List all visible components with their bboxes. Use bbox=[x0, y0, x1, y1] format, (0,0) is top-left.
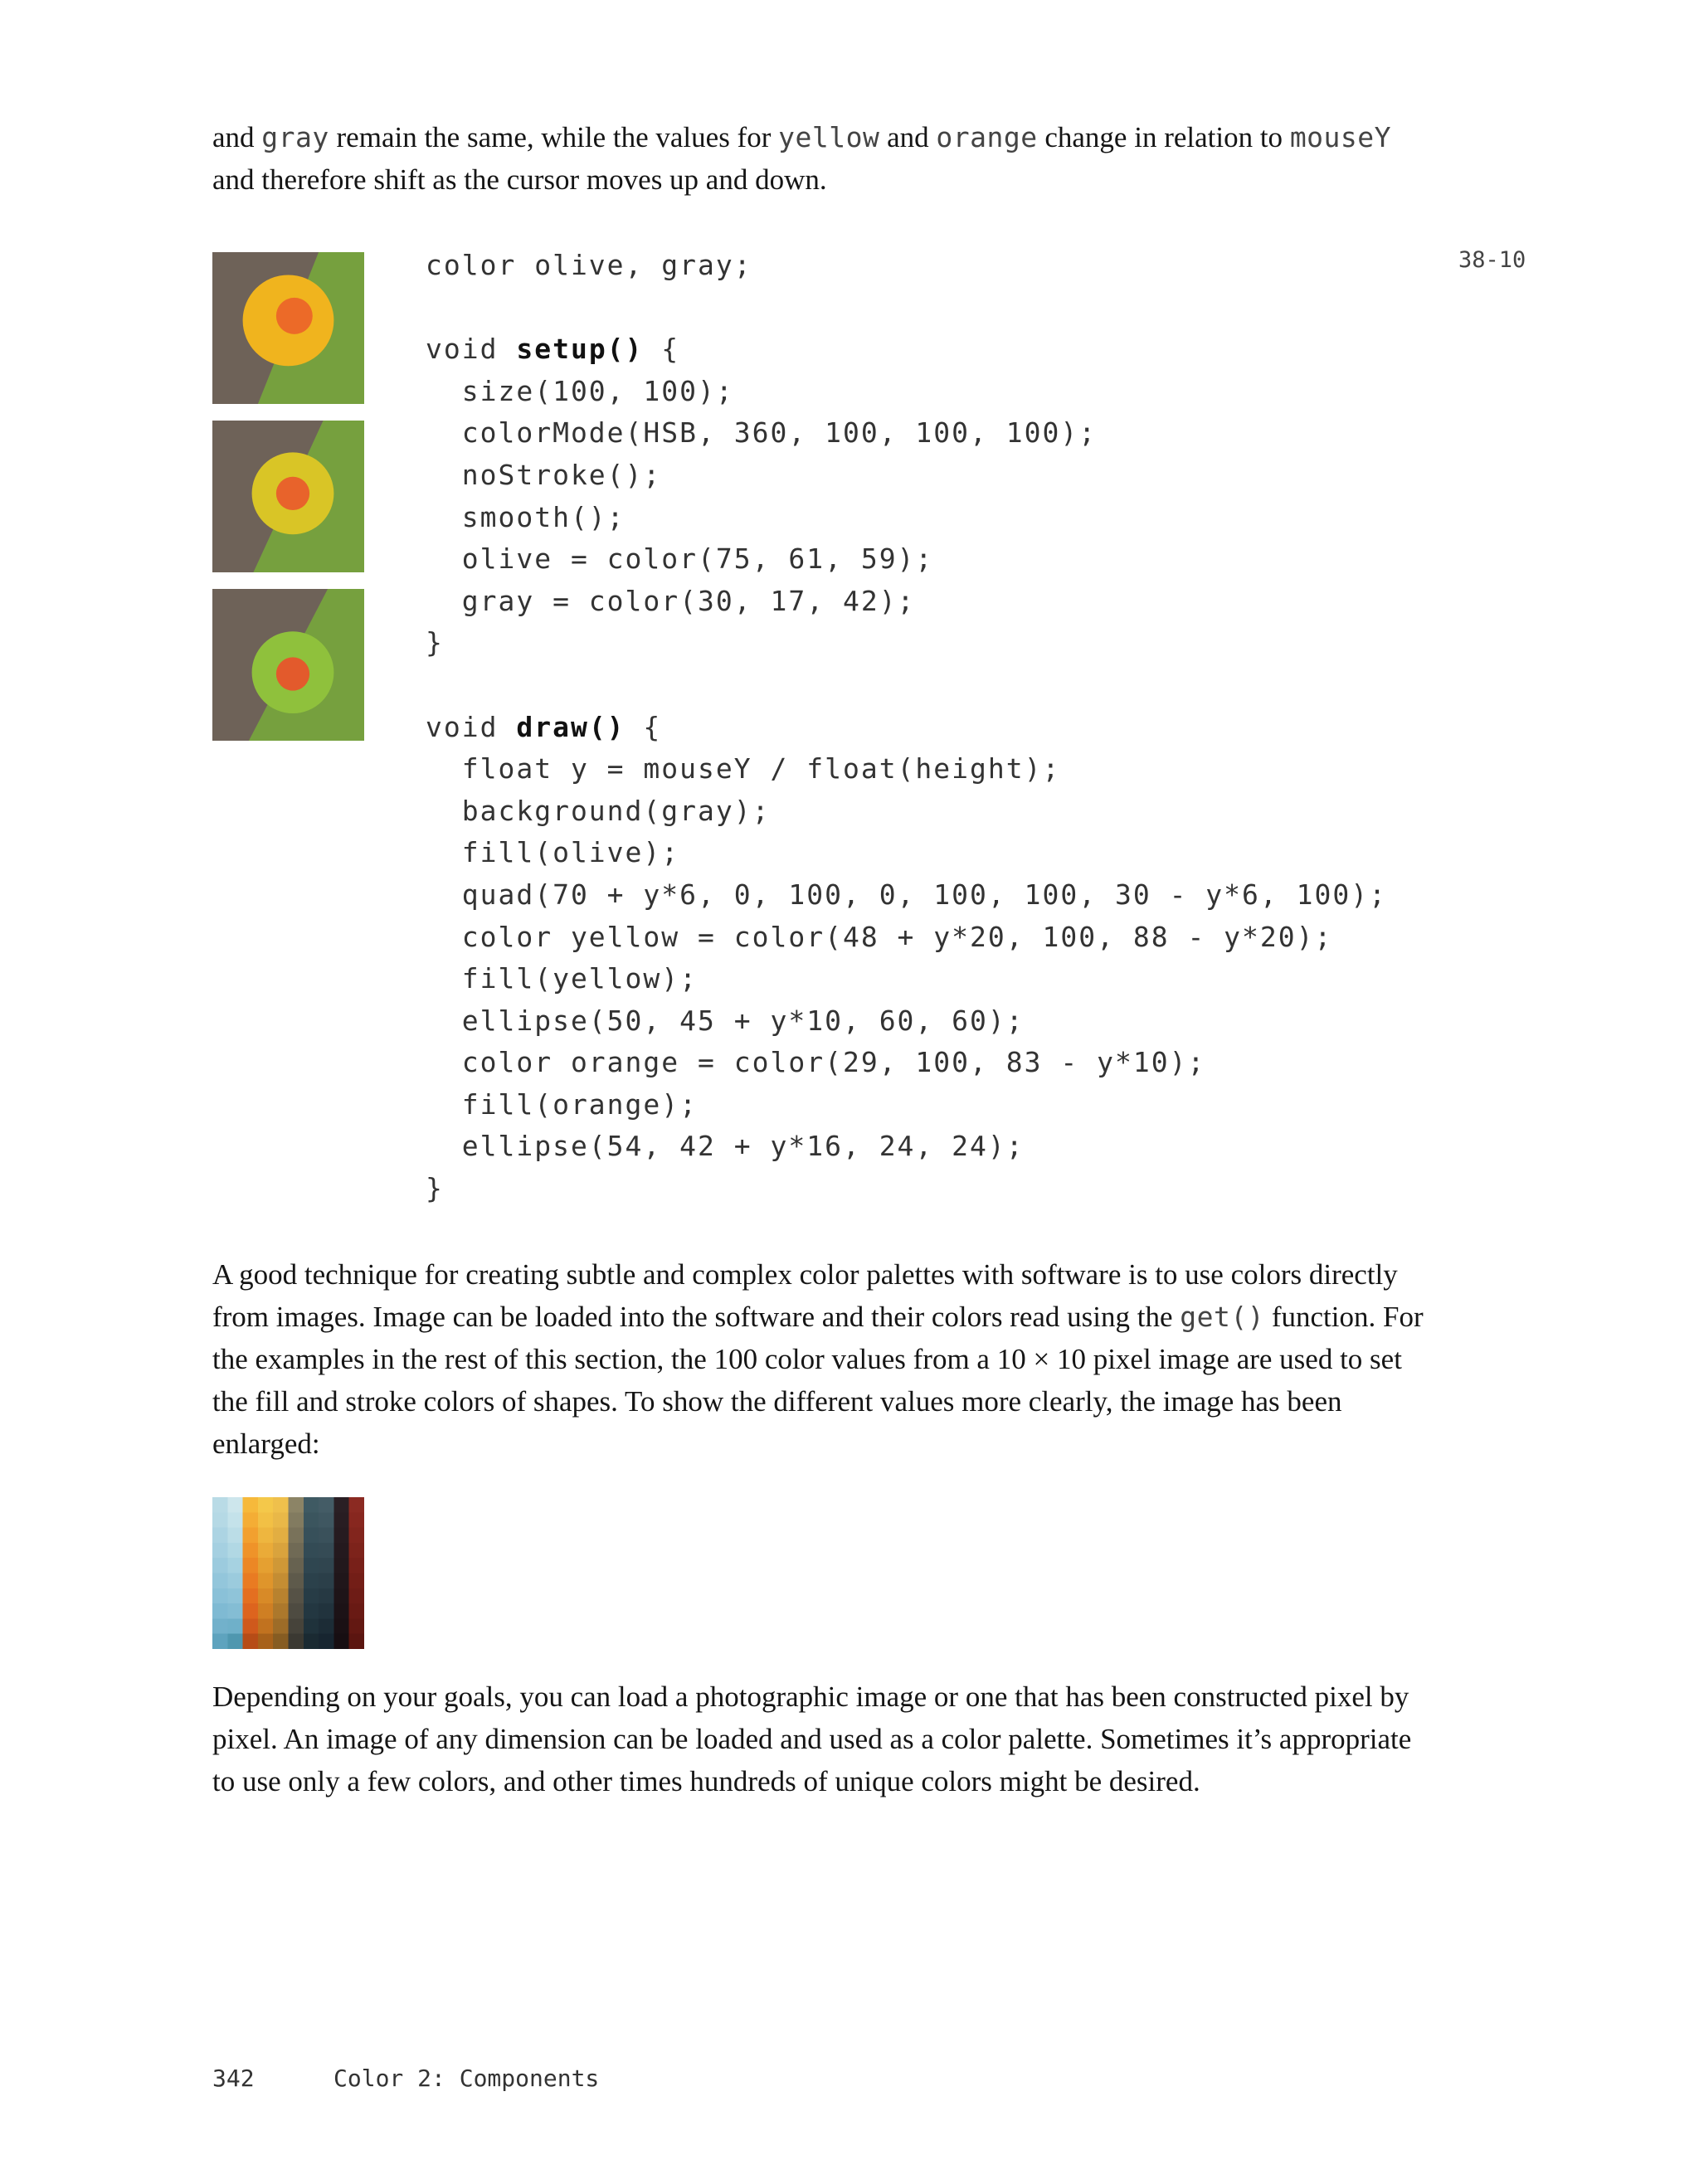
palette-pixel bbox=[304, 1603, 319, 1619]
palette-pixel bbox=[304, 1497, 319, 1513]
palette-pixel bbox=[212, 1543, 228, 1559]
palette-pixel bbox=[243, 1618, 259, 1634]
palette-pixel bbox=[289, 1528, 304, 1544]
code-line bbox=[426, 245, 1387, 287]
palette-pixel bbox=[227, 1528, 243, 1544]
chapter-title: Color 2: Components bbox=[333, 2065, 600, 2092]
code-line bbox=[426, 1168, 1387, 1210]
palette-pixel bbox=[319, 1588, 334, 1604]
palette-pixel bbox=[212, 1618, 228, 1634]
palette-pixel bbox=[212, 1528, 228, 1544]
palette-pixel bbox=[304, 1634, 319, 1649]
palette-pixel bbox=[333, 1512, 349, 1528]
palette-pixel bbox=[319, 1603, 334, 1619]
code-line bbox=[426, 958, 1387, 1000]
palette-pixel bbox=[258, 1512, 274, 1528]
code-text: void bbox=[426, 710, 517, 743]
code-term-get: get() bbox=[1180, 1301, 1265, 1333]
palette-pixel bbox=[349, 1618, 364, 1634]
palette-pixel bbox=[349, 1512, 364, 1528]
palette-pixel bbox=[258, 1543, 274, 1559]
palette-pixel bbox=[273, 1497, 289, 1513]
code-line bbox=[426, 622, 1387, 664]
code-text: } bbox=[426, 1172, 444, 1205]
code-line bbox=[426, 1000, 1387, 1043]
palette-pixel bbox=[227, 1543, 243, 1559]
palette-pixel bbox=[319, 1543, 334, 1559]
palette-pixel bbox=[289, 1497, 304, 1513]
palette-pixel bbox=[273, 1634, 289, 1649]
palette-pixel bbox=[212, 1634, 228, 1649]
palette-pixel bbox=[258, 1574, 274, 1589]
text-run: and bbox=[879, 121, 937, 153]
palette-pixel bbox=[243, 1558, 259, 1574]
code-text: colorMode(HSB, 360, 100, 100, 100); bbox=[426, 416, 1098, 450]
code-text: fill(yellow); bbox=[426, 962, 699, 995]
code-line bbox=[426, 371, 1387, 413]
palette-pixel bbox=[243, 1512, 259, 1528]
palette-pixel bbox=[273, 1618, 289, 1634]
palette-pixel bbox=[304, 1588, 319, 1604]
palette-pixel bbox=[212, 1603, 228, 1619]
palette-pixel bbox=[319, 1528, 334, 1544]
palette-pixel bbox=[227, 1558, 243, 1574]
code-line bbox=[426, 287, 1387, 329]
palette-pixel bbox=[319, 1558, 334, 1574]
code-line bbox=[426, 748, 1387, 790]
palette-pixel bbox=[349, 1574, 364, 1589]
palette-pixel bbox=[243, 1497, 259, 1513]
palette-pixel bbox=[273, 1574, 289, 1589]
code-line bbox=[426, 538, 1387, 581]
code-text: ellipse(50, 45 + y*10, 60, 60); bbox=[426, 1004, 1025, 1037]
palette-usage-paragraph: Depending on your goals, you can load a photographic image or one that has been constructed pixel by pixel. An image of any dimension can be loaded and used as a color palette. Sometimes it’s appropriate to use only a few colors, and other times hundreds of unique colors might be desired. bbox=[212, 1681, 1412, 1797]
palette-pixel bbox=[319, 1618, 334, 1634]
palette-pixel bbox=[243, 1588, 259, 1604]
code-text: color orange = color(29, 100, 83 - y*10); bbox=[426, 1046, 1206, 1079]
code-term-gray: gray bbox=[261, 121, 329, 153]
palette-pixel bbox=[243, 1528, 259, 1544]
code-text: void bbox=[426, 333, 517, 366]
palette-pixel bbox=[227, 1588, 243, 1604]
code-line bbox=[426, 497, 1387, 539]
palette-pixel bbox=[258, 1603, 274, 1619]
palette-pixel bbox=[258, 1558, 274, 1574]
palette-pixel bbox=[273, 1528, 289, 1544]
text-run: change in relation to bbox=[1037, 121, 1290, 153]
palette-pixel bbox=[349, 1634, 364, 1649]
text-run: and therefore shift as the cursor moves up and down. bbox=[212, 163, 827, 196]
code-text: } bbox=[426, 626, 444, 659]
palette-pixel bbox=[333, 1543, 349, 1559]
palette-pixel bbox=[273, 1543, 289, 1559]
palette-pixel bbox=[333, 1574, 349, 1589]
palette-pixel bbox=[227, 1497, 243, 1513]
palette-pixel bbox=[304, 1543, 319, 1559]
code-text: fill(olive); bbox=[426, 836, 680, 869]
example-number: 38-10 bbox=[1458, 247, 1526, 273]
palette-pixel bbox=[349, 1528, 364, 1544]
text-run: remain the same, while the values for bbox=[329, 121, 779, 153]
code-text: fill(orange); bbox=[426, 1087, 699, 1121]
thumbnail-orange-circle bbox=[276, 657, 309, 690]
code-line bbox=[426, 874, 1387, 917]
code-text: color yellow = color(48 + y*20, 100, 88 - y*20); bbox=[426, 920, 1333, 953]
palette-pixel bbox=[273, 1588, 289, 1604]
palette-pixel bbox=[212, 1558, 228, 1574]
palette-pixel bbox=[289, 1588, 304, 1604]
code-text: smooth(); bbox=[426, 500, 626, 533]
example-output-thumbnail-top bbox=[212, 252, 364, 404]
palette-pixel bbox=[333, 1603, 349, 1619]
code-line bbox=[426, 328, 1387, 371]
palette-pixel bbox=[289, 1512, 304, 1528]
code-line bbox=[426, 455, 1387, 497]
code-function-name: setup() bbox=[516, 333, 644, 366]
palette-pixel bbox=[273, 1558, 289, 1574]
code-listing bbox=[426, 245, 1387, 1210]
palette-pixel bbox=[319, 1634, 334, 1649]
code-text: olive = color(75, 61, 59); bbox=[426, 542, 934, 576]
palette-pixel bbox=[212, 1512, 228, 1528]
palette-pixel bbox=[273, 1603, 289, 1619]
palette-pixel bbox=[212, 1497, 228, 1513]
palette-pixel bbox=[289, 1603, 304, 1619]
example-output-thumbnail-bottom bbox=[212, 589, 364, 741]
palette-pixel bbox=[333, 1497, 349, 1513]
code-line bbox=[426, 581, 1387, 623]
code-line bbox=[426, 917, 1387, 959]
palette-pixel bbox=[289, 1634, 304, 1649]
thumbnail-orange-circle bbox=[276, 298, 313, 334]
palette-pixel bbox=[319, 1497, 334, 1513]
palette-pixel bbox=[243, 1634, 259, 1649]
palette-pixel bbox=[333, 1634, 349, 1649]
palette-pixel bbox=[258, 1634, 274, 1649]
palette-pixel bbox=[243, 1603, 259, 1619]
code-line bbox=[426, 412, 1387, 455]
palette-pixel bbox=[258, 1497, 274, 1513]
palette-pixel bbox=[304, 1528, 319, 1544]
code-line bbox=[426, 1084, 1387, 1126]
code-line bbox=[426, 664, 1387, 707]
code-text: noStroke(); bbox=[426, 458, 662, 491]
text-run: A good technique for creating subtle and complex color palettes with software is to use colors directly from images. Image can be loaded into the software and their colors read using the bbox=[212, 1258, 1398, 1333]
palette-pixel bbox=[212, 1588, 228, 1604]
palette-pixel bbox=[289, 1558, 304, 1574]
code-term-orange: orange bbox=[936, 121, 1038, 153]
code-line bbox=[426, 1042, 1387, 1084]
code-text: size(100, 100); bbox=[426, 374, 734, 407]
code-text: background(gray); bbox=[426, 794, 771, 827]
palette-pixel bbox=[319, 1512, 334, 1528]
palette-pixel bbox=[349, 1543, 364, 1559]
palette-pixel bbox=[227, 1574, 243, 1589]
palette-pixel bbox=[304, 1574, 319, 1589]
palette-pixel bbox=[349, 1603, 364, 1619]
palette-pixel bbox=[304, 1618, 319, 1634]
palette-pixel bbox=[349, 1497, 364, 1513]
enlarged-palette-image bbox=[212, 1497, 364, 1649]
thumbnail-orange-circle bbox=[276, 477, 309, 510]
palette-pixel bbox=[289, 1543, 304, 1559]
palette-pixel bbox=[258, 1528, 274, 1544]
code-text: float y = mouseY / float(height); bbox=[426, 752, 1061, 786]
page-number: 342 bbox=[212, 2065, 255, 2092]
palette-pixel bbox=[212, 1574, 228, 1589]
palette-pixel bbox=[319, 1574, 334, 1589]
code-text: gray = color(30, 17, 42); bbox=[426, 584, 916, 617]
code-term-mousey: mouseY bbox=[1289, 121, 1392, 153]
palette-pixel bbox=[227, 1618, 243, 1634]
code-text: { bbox=[625, 710, 662, 743]
palette-pixel bbox=[289, 1574, 304, 1589]
example-output-thumbnail-middle bbox=[212, 421, 364, 572]
palette-pixel bbox=[243, 1574, 259, 1589]
code-line bbox=[426, 832, 1387, 874]
code-text: quad(70 + y*6, 0, 100, 0, 100, 100, 30 - y*6, 100); bbox=[426, 878, 1387, 911]
palette-pixel bbox=[227, 1634, 243, 1649]
palette-pixel bbox=[304, 1558, 319, 1574]
palette-pixel bbox=[333, 1588, 349, 1604]
code-text: { bbox=[643, 333, 680, 366]
text-run: and bbox=[212, 121, 262, 153]
palette-pixel bbox=[349, 1558, 364, 1574]
palette-pixel bbox=[349, 1588, 364, 1604]
palette-pixel bbox=[289, 1618, 304, 1634]
code-text: color olive, gray; bbox=[426, 249, 752, 281]
code-function-name: draw() bbox=[516, 710, 626, 743]
palette-pixel bbox=[258, 1618, 274, 1634]
code-term-yellow: yellow bbox=[778, 121, 880, 153]
text-run: function. For the examples in the rest of this section, the 100 color values from a 10 × 10 pixel image are used to set the fill and stroke colors of shapes. To show the different values more clearly, the image has been enlarged: bbox=[212, 1301, 1424, 1460]
code-line bbox=[426, 707, 1387, 749]
palette-pixel bbox=[333, 1528, 349, 1544]
palette-pixel bbox=[273, 1512, 289, 1528]
palette-pixel bbox=[227, 1603, 243, 1619]
palette-pixel bbox=[227, 1512, 243, 1528]
palette-pixel bbox=[258, 1588, 274, 1604]
palette-pixel bbox=[333, 1618, 349, 1634]
palette-pixel bbox=[304, 1512, 319, 1528]
palette-pixel bbox=[243, 1543, 259, 1559]
palette-technique-paragraph bbox=[212, 1253, 1440, 1465]
code-line bbox=[426, 1126, 1387, 1168]
code-line bbox=[426, 790, 1387, 833]
palette-pixel bbox=[333, 1558, 349, 1574]
intro-paragraph bbox=[212, 116, 1440, 201]
code-text: ellipse(54, 42 + y*16, 24, 24); bbox=[426, 1130, 1025, 1163]
